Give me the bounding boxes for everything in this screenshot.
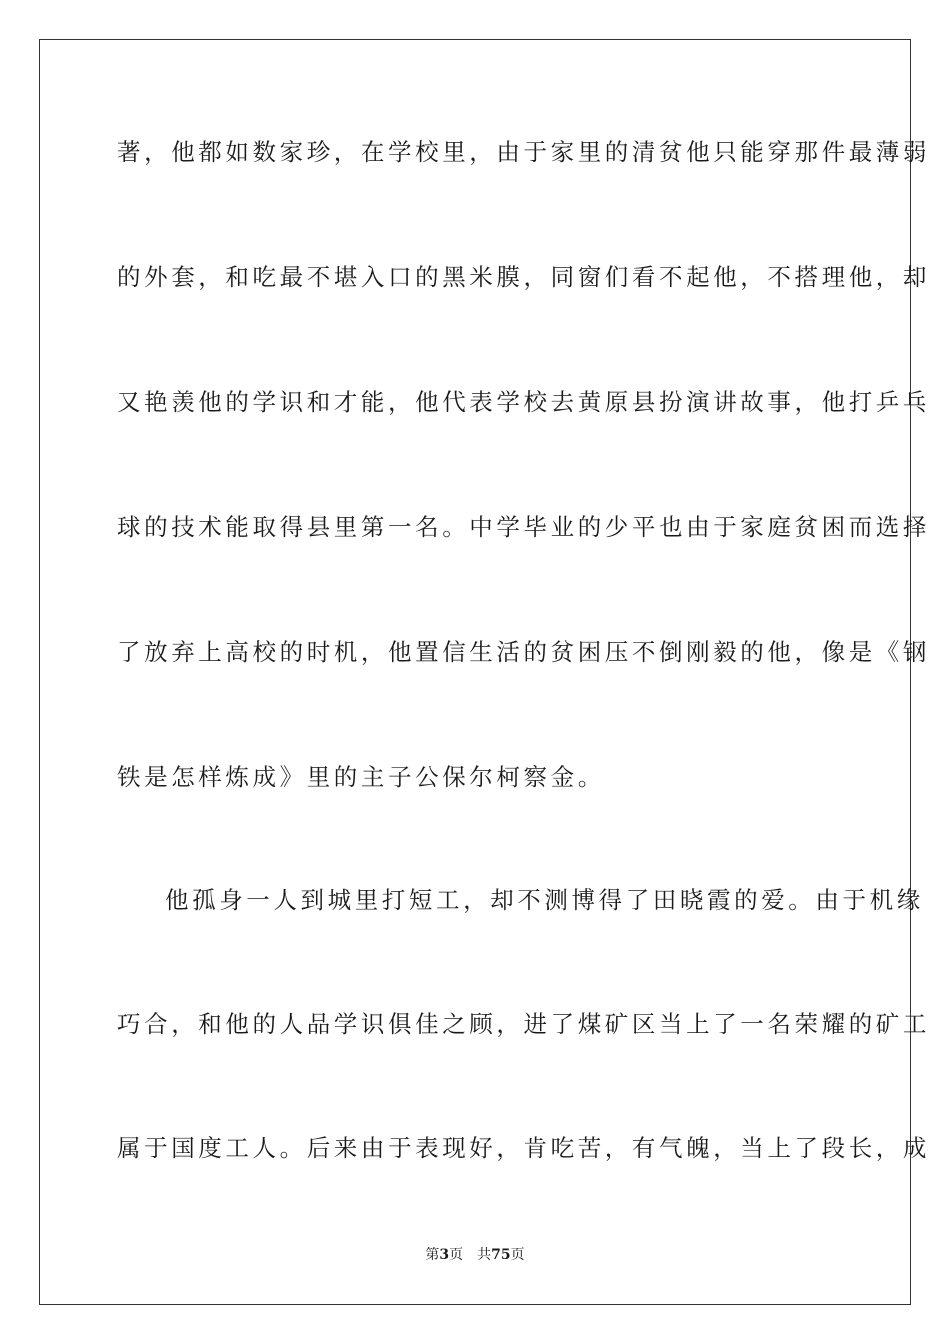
text-line: 著，他都如数家珍，在学校里，由于家里的清贫他只能穿那件最薄弱 bbox=[117, 138, 930, 166]
text-line: 铁是怎样炼成》里的主子公保尔柯察金。 bbox=[117, 763, 605, 791]
total-prefix: 共 bbox=[477, 1247, 492, 1263]
text-line: 了放弃上高校的时机，他置信生活的贫困压不倒刚毅的他，像是《钢 bbox=[117, 638, 930, 666]
page-frame bbox=[39, 39, 930, 1305]
text-line: 球的技术能取得县里第一名。中学毕业的少平也由于家庭贫困而选择 bbox=[117, 513, 930, 541]
page-suffix: 页 bbox=[449, 1247, 464, 1263]
page-prefix: 第 bbox=[425, 1247, 440, 1263]
text-line: 的外套，和吃最不堪入口的黑米膜，同窗们看不起他，不搭理他，却 bbox=[117, 263, 930, 291]
paragraph-first-line: 他孤身一人到城里打短工，却不测博得了田晓霞的爱。由于机缘 bbox=[165, 886, 924, 914]
text-line: 又艳羡他的学识和才能，他代表学校去黄原县扮演讲故事，他打乒乓 bbox=[117, 388, 930, 416]
text-line: 属于国度工人。后来由于表现好，肯吃苦，有气魄，当上了段长，成 bbox=[117, 1134, 930, 1162]
page-number: 3 bbox=[439, 1247, 450, 1263]
total-suffix: 页 bbox=[510, 1247, 525, 1263]
total-pages: 75 bbox=[491, 1247, 511, 1263]
page-footer bbox=[0, 1246, 950, 1264]
text-line: 巧合，和他的人品学识俱佳之顾，进了煤矿区当上了一名荣耀的矿工 bbox=[117, 1010, 930, 1038]
